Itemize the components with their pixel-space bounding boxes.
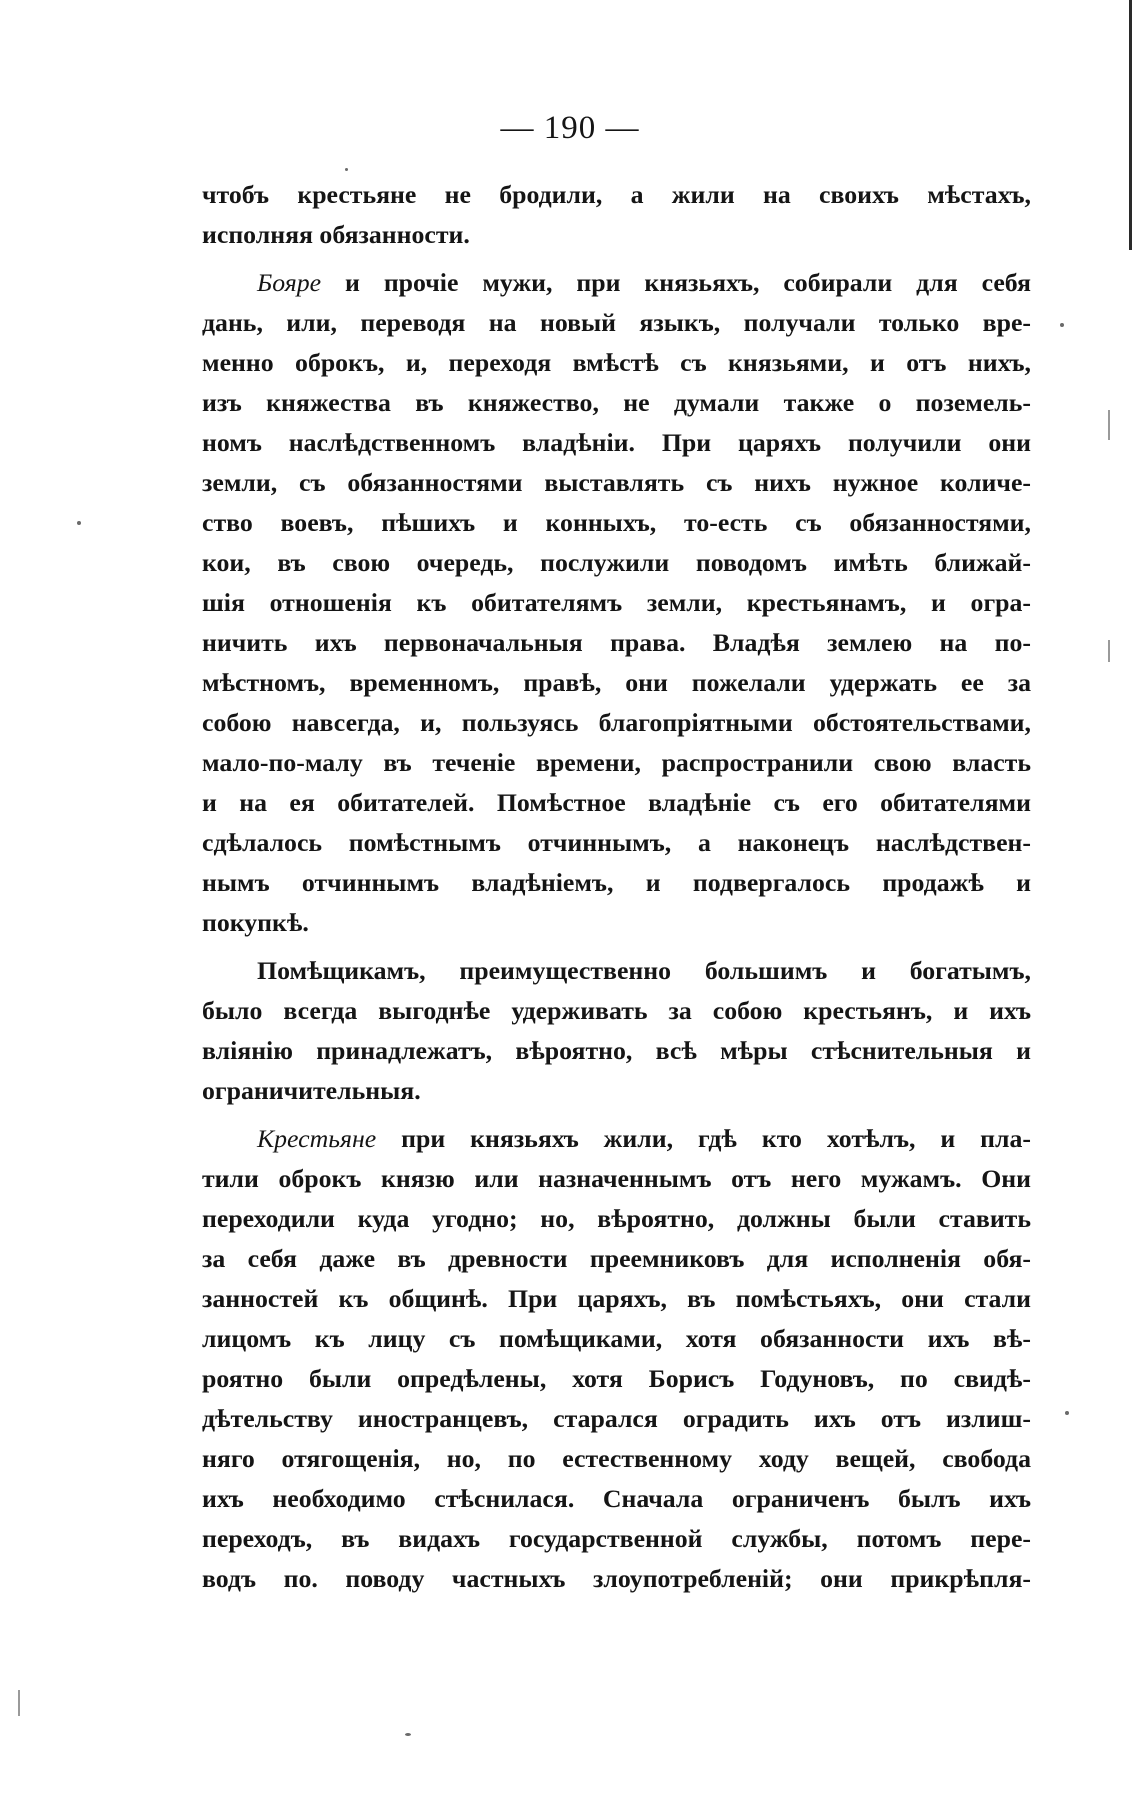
text-line: кои, въ свою очередь, послужили поводомъ имѣть ближай- <box>202 548 1031 577</box>
text-line: лицомъ къ лицу съ помѣщиками, хотя обязанности ихъ вѣ- <box>202 1324 1031 1353</box>
text-line: собою навсегда, и, пользуясь благопріятными обстоятельствами, <box>202 708 1031 737</box>
text-line: роятно были опредѣлены, хотя Борисъ Годуновъ, по свидѣ- <box>202 1364 1031 1393</box>
text-line: земли, съ обязанностями выставлять съ нихъ нужное количе- <box>202 468 1031 497</box>
text-line: покупкѣ. <box>202 908 309 937</box>
text-line: за себя даже въ древности преемниковъ для исполненія обя- <box>202 1244 1031 1273</box>
text-line: изъ княжества въ княжество, не думали также о поземель- <box>202 388 1031 417</box>
text-line: переходили куда угодно; но, вѣроятно, должны были ставить <box>202 1204 1031 1233</box>
text-line: занностей къ общинѣ. При царяхъ, въ помѣстьяхъ, они стали <box>202 1284 1031 1313</box>
page-number: — 190 — <box>500 110 640 146</box>
text-line: мѣстномъ, временномъ, правѣ, они пожелали удержать ее за <box>202 668 1031 697</box>
text-line: было всегда выгоднѣе удерживать за собою крестьянъ, и ихъ <box>202 996 1031 1025</box>
scan-speck <box>1060 323 1064 327</box>
text-line: шія отношенія къ обитателямъ земли, крестьянамъ, и огра- <box>202 588 1031 617</box>
scan-speck <box>405 1733 411 1736</box>
text-line: дань, или, переводя на новый языкъ, получали только вре- <box>202 308 1031 337</box>
text-line: переходъ, въ видахъ государственной службы, потомъ пере- <box>202 1524 1031 1553</box>
scan-mark <box>1108 410 1110 440</box>
text-line: ихъ необходимо стѣснилася. Сначала ограниченъ былъ ихъ <box>202 1484 1031 1513</box>
text-line: исполняя обязанности. <box>202 220 470 249</box>
text-span: при князьяхъ жили, гдѣ кто хотѣлъ, и пла- <box>376 1124 1031 1153</box>
text-line: ограничительныя. <box>202 1076 421 1105</box>
text-line: тили оброкъ князю или назначеннымъ отъ него мужамъ. Они <box>202 1164 1031 1193</box>
text-span: и прочіе мужи, при князьяхъ, собирали для себя <box>321 268 1031 297</box>
scan-mark <box>18 1690 20 1716</box>
text-line: дѣтельству иностранцевъ, старался оградить ихъ отъ излиш- <box>202 1404 1031 1433</box>
scan-speck <box>77 521 81 525</box>
text-line: водъ по. поводу частныхъ злоупотребленій; они прикрѣпля- <box>202 1564 1031 1593</box>
text-line: Помѣщикамъ, преимущественно большимъ и богатымъ, <box>257 956 1031 985</box>
scan-speck <box>1065 1411 1069 1415</box>
text-line: нымъ отчиннымъ владѣніемъ, и подвергалось продажѣ и <box>202 868 1031 897</box>
text-line: номъ наслѣдственномъ владѣніи. При царяхъ получили они <box>202 428 1031 457</box>
text-line: ство воевъ, пѣшихъ и конныхъ, то-есть съ обязанностями, <box>202 508 1031 537</box>
text-line: чтобъ крестьяне не бродили, а жили на своихъ мѣстахъ, <box>202 180 1031 209</box>
italic-lead-word: Бояре <box>257 268 322 297</box>
scan-speck <box>345 168 348 171</box>
text-line: сдѣлалось помѣстнымъ отчиннымъ, а наконецъ наслѣдствен- <box>202 828 1031 857</box>
text-line: няго отягощенія, но, по естественному ходу вещей, свобода <box>202 1444 1031 1473</box>
text-line: вліянію принадлежатъ, вѣроятно, всѣ мѣры стѣснительныя и <box>202 1036 1031 1065</box>
text-line: мало-по-малу въ теченіе времени, распространили свою власть <box>202 748 1031 777</box>
text-line <box>202 263 1031 303</box>
text-line: менно оброкъ, и, переходя вмѣстѣ съ князьями, и отъ нихъ, <box>202 348 1031 377</box>
scan-mark <box>1108 640 1110 662</box>
text-line: ничить ихъ первоначальныя права. Владѣя землею на по- <box>202 628 1031 657</box>
text-line: и на ея обитателей. Помѣстное владѣніе съ его обитателями <box>202 788 1031 817</box>
text-line <box>202 1119 1031 1159</box>
italic-lead-word: Крестьяне <box>257 1124 377 1153</box>
body-text <box>202 175 1031 1599</box>
